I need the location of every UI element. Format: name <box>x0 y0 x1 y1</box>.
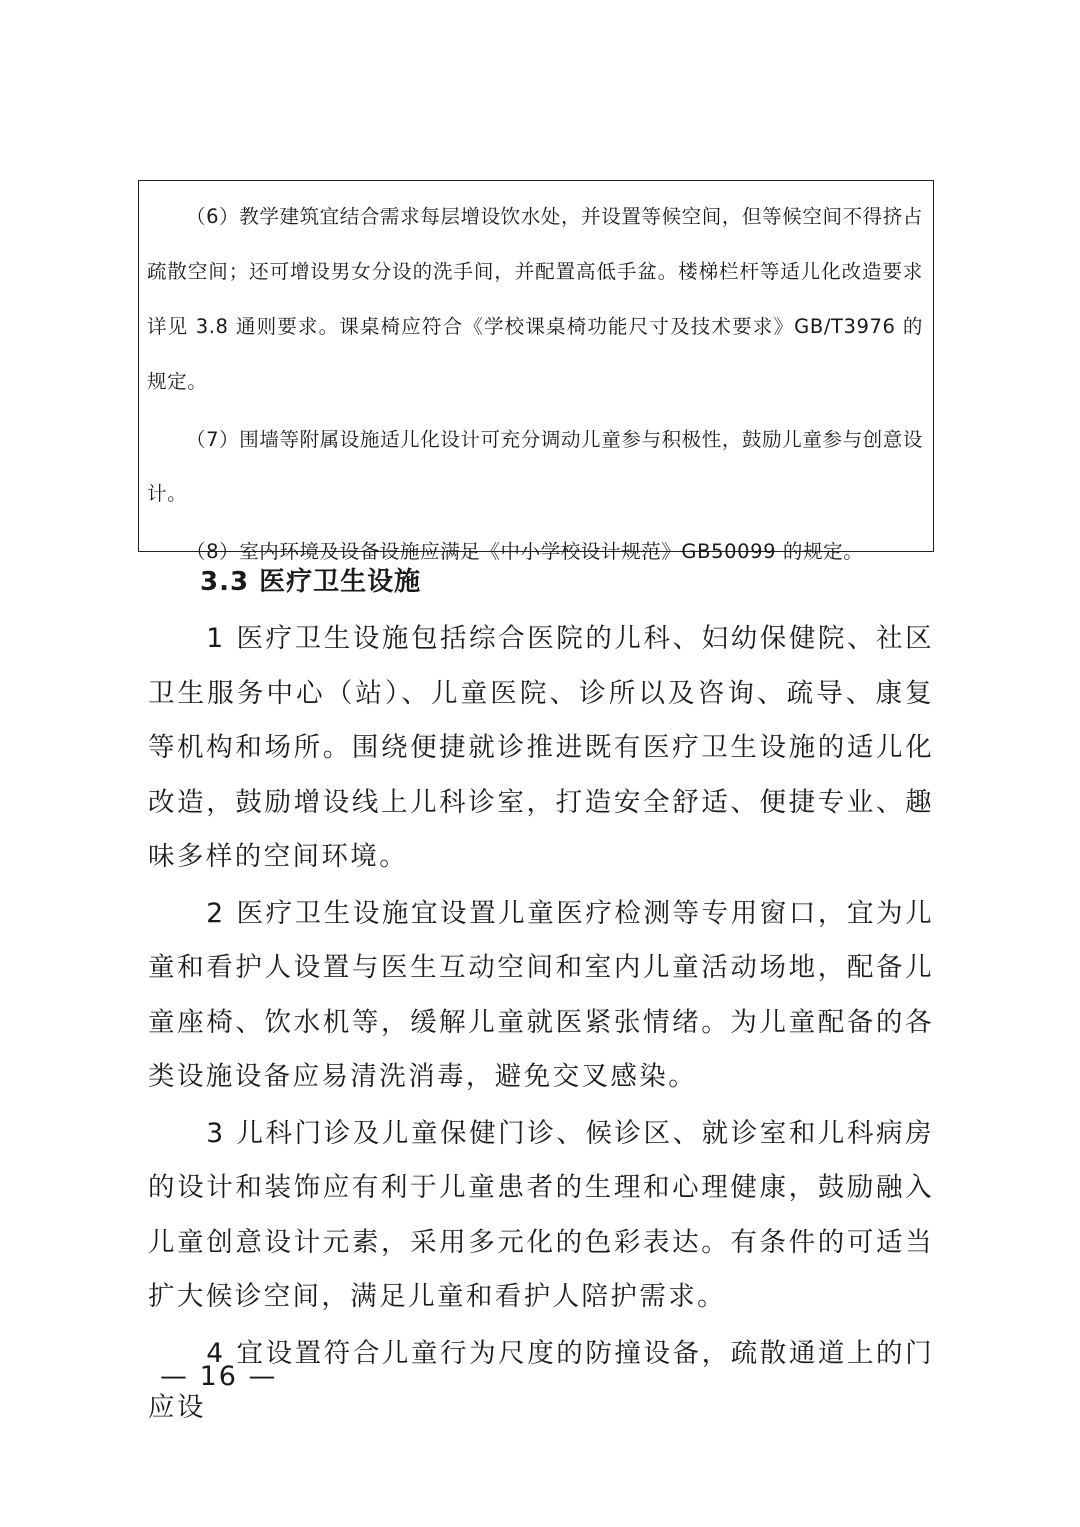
boxed-paragraph-8: （8）室内环境及设备设施应满足《中小学校设计规范》GB50099 的规定。 <box>186 540 864 563</box>
body-paragraph-4: 4 宜设置符合儿童行为尺度的防撞设备，疏散通道上的门应设 <box>148 1337 934 1423</box>
page-number: — 16 — <box>160 1361 278 1392</box>
section-body <box>148 612 934 1438</box>
boxed-requirements-panel <box>138 180 934 563</box>
body-paragraph-1: 1 医疗卫生设施包括综合医院的儿科、妇幼保健院、社区卫生服务中心（站）、儿童医院、诊所以及咨询、疏导、康复等机构和场所。围绕便捷就诊推进既有医疗卫生设施的适儿化改造，鼓励增设线上儿科诊室，打造安全舒适、便捷专业、趣味多样的空间环境。 <box>148 623 934 872</box>
boxed-paragraph-6: （6）教学建筑宜结合需求每层增设饮水处，并设置等候空间，但等候空间不得挤占疏散空间；还可增设男女分设的洗手间，并配置高低手盆。楼梯栏杆等适儿化改造要求详见 3.8 通则要求。课桌椅应符合《学校课桌椅功能尺寸及技术要求》GB/T3976 的规定。 <box>147 205 923 393</box>
boxed-paragraph-7: （7）围墙等附属设施适儿化设计可充分调动儿童参与积极性，鼓励儿童参与创意设计。 <box>147 428 923 505</box>
body-paragraph-2: 2 医疗卫生设施宜设置儿童医疗检测等专用窗口，宜为儿童和看护人设置与医生互动空间和室内儿童活动场地，配备儿童座椅、饮水机等，缓解儿童就医紧张情绪。为儿童配备的各类设施设备应易清洗消毒，避免交叉感染。 <box>148 897 934 1092</box>
body-paragraph-3: 3 儿科门诊及儿童保健门诊、候诊区、就诊室和儿科病房的设计和装饰应有利于儿童患者的生理和心理健康，鼓励融入儿童创意设计元素，采用多元化的色彩表达。有条件的可适当扩大候诊空间，满足儿童和看护人陪护需求。 <box>148 1117 934 1312</box>
section-title: 3.3 医疗卫生设施 <box>200 567 422 597</box>
